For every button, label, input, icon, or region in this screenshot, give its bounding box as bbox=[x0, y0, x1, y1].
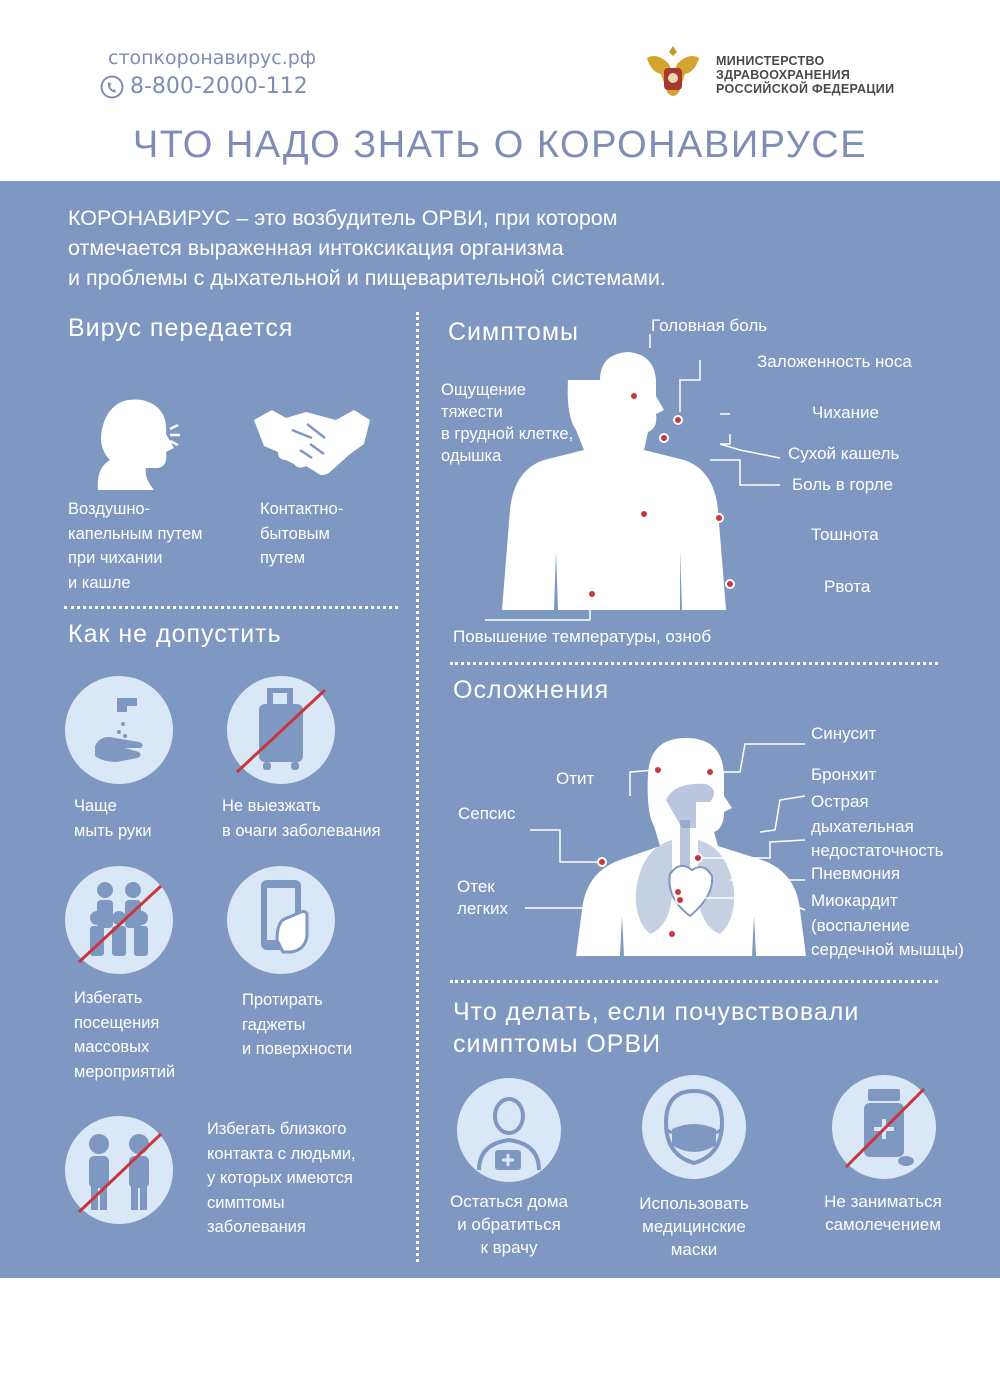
complication-myocarditis: Миокардит (воспаление сердечной мышцы) bbox=[811, 891, 964, 959]
no-pills-icon bbox=[832, 1075, 936, 1179]
no-crowd-icon bbox=[65, 866, 173, 974]
no-luggage-icon bbox=[227, 676, 335, 784]
prevention-travel-text: Не выезжать в очаги заболевания bbox=[222, 797, 381, 840]
divider-complications bbox=[450, 980, 938, 983]
face-mask-icon bbox=[642, 1075, 746, 1179]
prevention-crowd-text: Избегать посещения массовых мероприятий bbox=[74, 989, 176, 1081]
symptom-vomit: Рвота bbox=[824, 577, 871, 596]
prevention-wipe-text: Протирать гаджеты и поверхности bbox=[242, 991, 353, 1058]
site-link[interactable]: стопкоронавирус.рф bbox=[108, 47, 317, 69]
complication-pneumonia: Пневмония bbox=[811, 864, 901, 883]
action-no-self-medication-text: Не заниматься самолечением bbox=[824, 1192, 942, 1234]
wipe-gadget-icon bbox=[227, 866, 335, 974]
ministry-name: МИНИСТЕРСТВО ЗДРАВООХРАНЕНИЯ РОССИЙСКОЙ ФЕДЕРАЦИИ bbox=[716, 54, 895, 96]
no-contact-icon bbox=[65, 1116, 173, 1224]
symptom-fever: Повышение температуры, озноб bbox=[453, 627, 712, 646]
symptom-chest: Ощущение тяжести в грудной клетке, одышка bbox=[441, 381, 574, 465]
column-divider bbox=[416, 312, 419, 1262]
symptoms-title: Симптомы bbox=[448, 318, 579, 346]
handshake-icon bbox=[252, 400, 372, 480]
complication-sepsis: Сепсис bbox=[458, 804, 516, 823]
symptom-throat: Боль в горле bbox=[792, 475, 894, 494]
complication-bronchitis: Бронхит bbox=[811, 765, 877, 784]
symptoms-body-diagram bbox=[430, 310, 1000, 650]
action-stay-home-text: Остаться дома и обратиться к врачу bbox=[450, 1192, 568, 1257]
sneezing-head-icon bbox=[78, 385, 188, 495]
actions-title: Что делать, если почувствовали симптомы ОРВИ bbox=[453, 998, 860, 1058]
prevention-contact-text: Избегать близкого контакта с людьми, у которых имеются симптомы заболевания bbox=[207, 1120, 356, 1236]
doctor-icon bbox=[457, 1078, 561, 1182]
coat-of-arms-icon bbox=[637, 40, 709, 112]
symptom-congestion: Заложенность носа bbox=[757, 352, 912, 371]
action-mask-text: Использовать медицинские маски bbox=[639, 1194, 749, 1259]
phone-number: 8-800-2000-112 bbox=[130, 74, 308, 99]
complications-title: Осложнения bbox=[453, 676, 610, 704]
divider-left bbox=[64, 606, 398, 609]
transmission-airborne-text: Воздушно- капельным путем при чихании и кашле bbox=[68, 500, 203, 592]
transmission-title: Вирус передается bbox=[68, 314, 294, 342]
transmission-contact-text: Контактно- бытовым путем bbox=[260, 500, 344, 567]
prevention-title: Как не допустить bbox=[68, 620, 282, 648]
symptom-headache: Головная боль bbox=[651, 316, 768, 335]
phone-icon bbox=[100, 75, 124, 99]
divider-symptoms bbox=[450, 662, 938, 665]
page-title: ЧТО НАДО ЗНАТЬ О КОРОНАВИРУСЕ bbox=[132, 124, 868, 166]
symptom-cough: Сухой кашель bbox=[788, 444, 900, 463]
symptom-nausea: Тошнота bbox=[811, 525, 879, 544]
complication-edema: Отек легких bbox=[457, 877, 509, 918]
prevention-wash-text: Чаще мыть руки bbox=[74, 797, 152, 840]
complication-respiratory: Острая дыхательная недостаточность bbox=[811, 792, 944, 860]
hand-washing-icon bbox=[65, 676, 173, 784]
intro-text: КОРОНАВИРУС – это возбудитель ОРВИ, при котором отмечается выраженная интоксикация организма и проблемы с дыхательной и пищеварительной системами. bbox=[68, 206, 666, 290]
complication-otitis: Отит bbox=[556, 769, 595, 788]
symptom-sneezing: Чихание bbox=[812, 403, 879, 422]
phone-line[interactable] bbox=[100, 74, 308, 99]
complication-sinusitis: Синусит bbox=[811, 724, 877, 743]
